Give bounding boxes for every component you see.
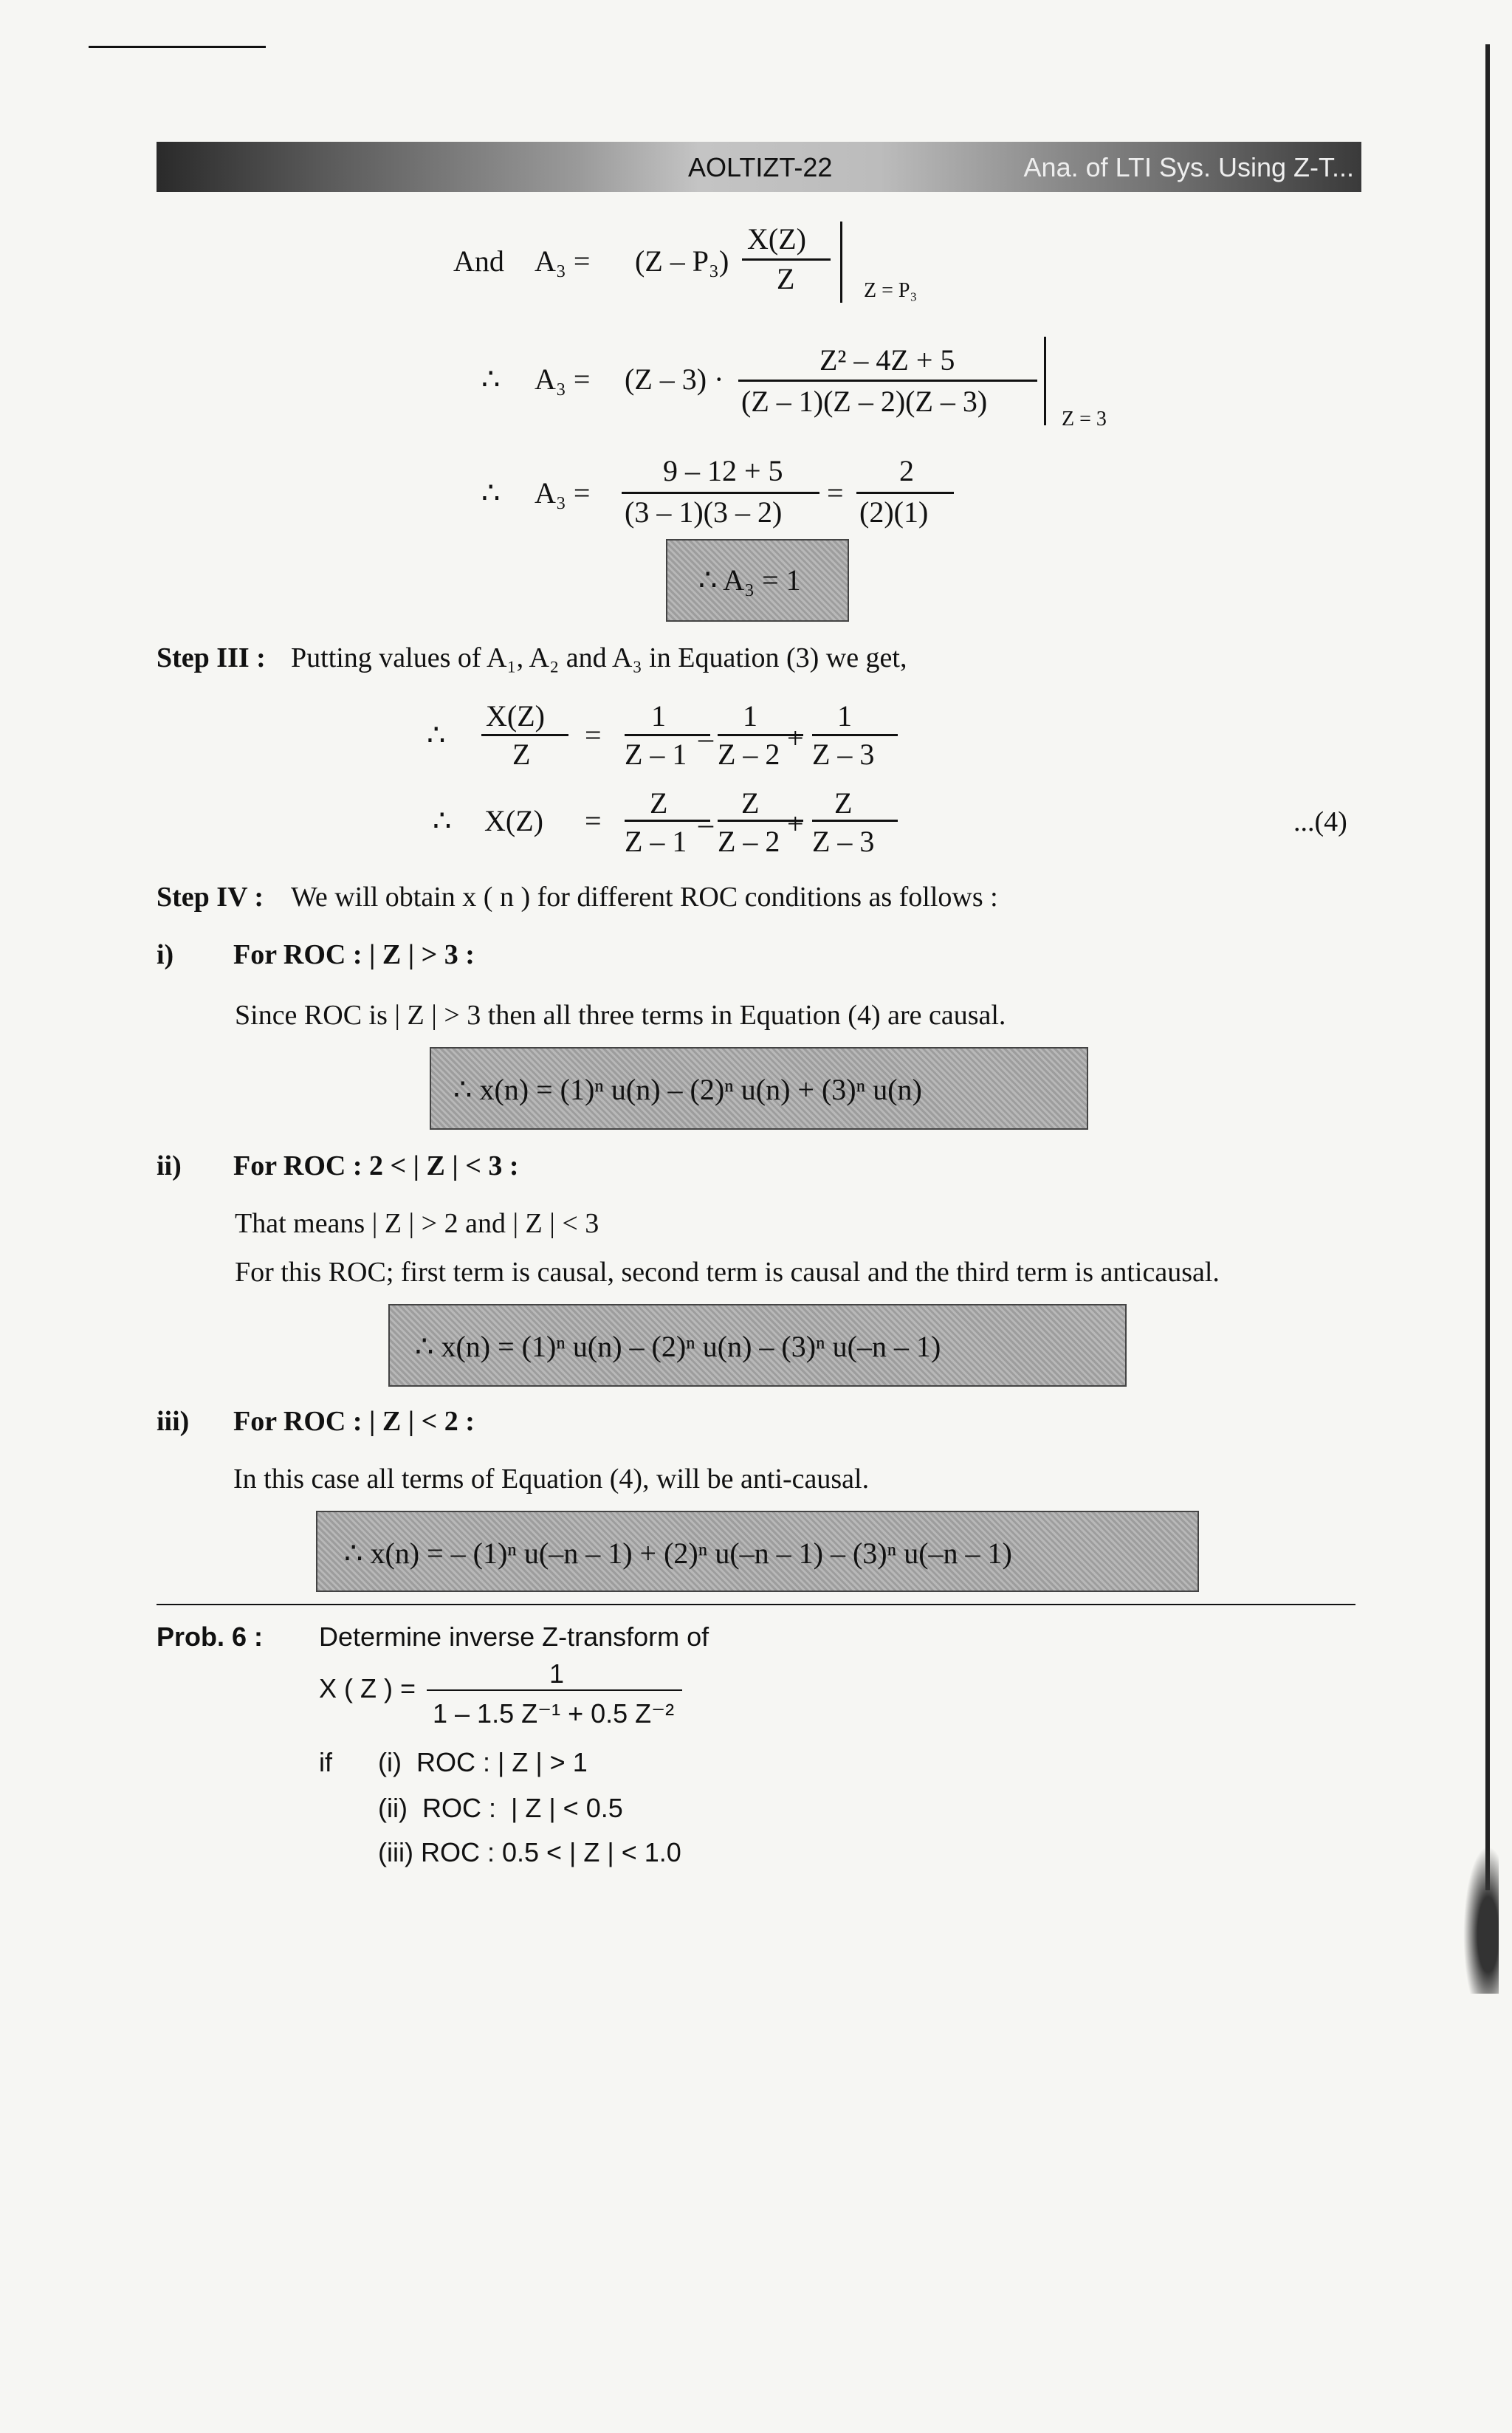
case-number: i)	[157, 939, 174, 970]
therefore-symbol: ∴	[481, 476, 501, 509]
eq1-lhs-bar	[481, 734, 568, 736]
frac2-bar	[738, 380, 1037, 382]
eq1-term3-bar	[812, 734, 898, 736]
eq2-term2-numerator: Z	[741, 786, 760, 820]
transform-denominator: 1 – 1.5 Z⁻¹ + 0.5 Z⁻²	[433, 1698, 675, 1729]
eq1-term2-numerator: 1	[743, 699, 757, 732]
frac3-numerator: 9 – 12 + 5	[663, 454, 783, 487]
eq2-term1-bar	[625, 820, 710, 822]
header-section: Ana. of LTI Sys. Using Z-T...	[1023, 152, 1354, 182]
eq2-term2-sign: –	[698, 807, 713, 840]
right-edge-scan-shadow	[1485, 44, 1490, 1890]
frac3-denominator: (3 – 1)(3 – 2)	[625, 495, 783, 529]
case-text: For this ROC; first term is causal, second term is causal and the third term is anticausal.	[235, 1257, 1220, 1288]
frac1-numerator: X(Z)	[747, 222, 806, 255]
eq1-term3-numerator: 1	[837, 699, 852, 732]
a3-factor-2: (Z – 3) ·	[625, 363, 724, 396]
a3-result-box	[666, 539, 849, 622]
frac2-denominator: (Z – 1)(Z – 2)(Z – 3)	[741, 385, 988, 418]
frac3-bar	[622, 492, 819, 494]
eq1-term1-numerator: 1	[651, 699, 666, 732]
case-number: iii)	[157, 1406, 190, 1437]
right-edge-blot	[1463, 1846, 1499, 1994]
eq2-lhs: X(Z)	[484, 804, 543, 837]
eval-condition-1: Z = P₃	[864, 279, 918, 302]
transform-lhs: X ( Z ) =	[319, 1673, 416, 1703]
eq2-term1-denominator: Z – 1	[625, 825, 687, 858]
frac2-numerator: Z² – 4Z + 5	[819, 343, 955, 377]
case-text: In this case all terms of Equation (4), will be anti-causal.	[233, 1463, 870, 1495]
running-header	[157, 142, 1361, 192]
frac1-denominator: Z	[777, 262, 795, 295]
problem-text: Determine inverse Z-transform of	[319, 1622, 709, 1652]
case-result: ∴ x(n) = (1)ⁿ u(n) – (2)ⁿ u(n) – (3)ⁿ u(–n – 1)	[415, 1330, 941, 1363]
case-number: ii)	[157, 1150, 182, 1181]
problem-label: Prob. 6 :	[157, 1622, 264, 1652]
a3-lhs-1: A₃ =	[535, 244, 591, 278]
if-label: if	[319, 1747, 332, 1777]
eq1-term1-bar	[625, 734, 710, 736]
case-result-box	[316, 1511, 1199, 1592]
eq1-term2-sign: –	[698, 721, 713, 755]
frac1-bar	[742, 258, 831, 261]
equals-sign: =	[585, 804, 602, 837]
eq2-term3-denominator: Z – 3	[812, 825, 875, 858]
eq2-term3-bar	[812, 820, 898, 822]
therefore-symbol: ∴	[427, 718, 446, 752]
roc-condition: (i) ROC : | Z | > 1	[378, 1747, 588, 1777]
case-result-box	[388, 1304, 1127, 1387]
case-heading: For ROC : 2 < | Z | < 3 :	[233, 1150, 519, 1181]
header-title: AOLTIZT-22	[688, 152, 833, 182]
eq2-term3-sign: +	[787, 807, 804, 840]
case-text: That means | Z | > 2 and | Z | < 3	[235, 1208, 599, 1239]
eval-condition-2: Z = 3	[1062, 408, 1107, 430]
top-left-scan-rule	[89, 46, 266, 48]
a3-factor-1: (Z – P₃)	[635, 244, 729, 278]
case-text: Since ROC is | Z | > 3 then all three terms in Equation (4) are causal.	[235, 1000, 1006, 1031]
roc-condition: (ii) ROC : | Z | < 0.5	[378, 1793, 623, 1823]
frac4-numerator: 2	[899, 454, 914, 487]
frac4-bar	[856, 492, 954, 494]
eq2-term1-numerator: Z	[650, 786, 668, 820]
a3-result: ∴ A₃ = 1	[698, 563, 801, 597]
frac4-denominator: (2)(1)	[859, 495, 929, 529]
transform-fraction-bar	[427, 1689, 682, 1691]
eq2-term2-denominator: Z – 2	[718, 825, 780, 858]
eq1-term2-denominator: Z – 2	[718, 738, 780, 771]
therefore-symbol: ∴	[433, 804, 452, 837]
case-heading: For ROC : | Z | < 2 :	[233, 1406, 475, 1437]
eq1-term3-sign: +	[787, 721, 804, 755]
equals-sign: =	[585, 718, 602, 752]
and-label: And	[453, 244, 504, 278]
equals-sign: =	[827, 476, 844, 509]
equation-number: ...(4)	[1293, 806, 1347, 837]
eval-bar-2	[1044, 337, 1046, 425]
case-result-box	[430, 1047, 1088, 1130]
therefore-symbol: ∴	[481, 363, 501, 396]
case-result: ∴ x(n) = (1)ⁿ u(n) – (2)ⁿ u(n) + (3)ⁿ u(n)	[453, 1073, 922, 1106]
case-heading: For ROC : | Z | > 3 :	[233, 939, 475, 970]
eq1-term1-denominator: Z – 1	[625, 738, 687, 771]
case-result: ∴ x(n) = – (1)ⁿ u(–n – 1) + (2)ⁿ u(–n – 1) – (3)ⁿ u(–n – 1)	[344, 1537, 1012, 1570]
eval-bar-1	[840, 222, 842, 303]
step-3-label: Step III :	[157, 642, 266, 673]
a3-lhs-2: A₃ =	[535, 363, 591, 396]
a3-lhs-3: A₃ =	[535, 476, 591, 509]
step-4-text: We will obtain x ( n ) for different ROC conditions as follows :	[291, 882, 998, 913]
step-4-label: Step IV :	[157, 882, 264, 913]
transform-numerator: 1	[549, 1658, 565, 1689]
step-3-text: Putting values of A₁, A₂ and A₃ in Equation (3) we get,	[291, 642, 907, 673]
roc-condition: (iii) ROC : 0.5 < | Z | < 1.0	[378, 1837, 681, 1867]
eq2-term3-numerator: Z	[834, 786, 853, 820]
eq1-lhs-denominator: Z	[512, 738, 531, 771]
eq1-lhs-numerator: X(Z)	[486, 699, 545, 732]
section-divider	[157, 1604, 1355, 1605]
eq1-term3-denominator: Z – 3	[812, 738, 875, 771]
